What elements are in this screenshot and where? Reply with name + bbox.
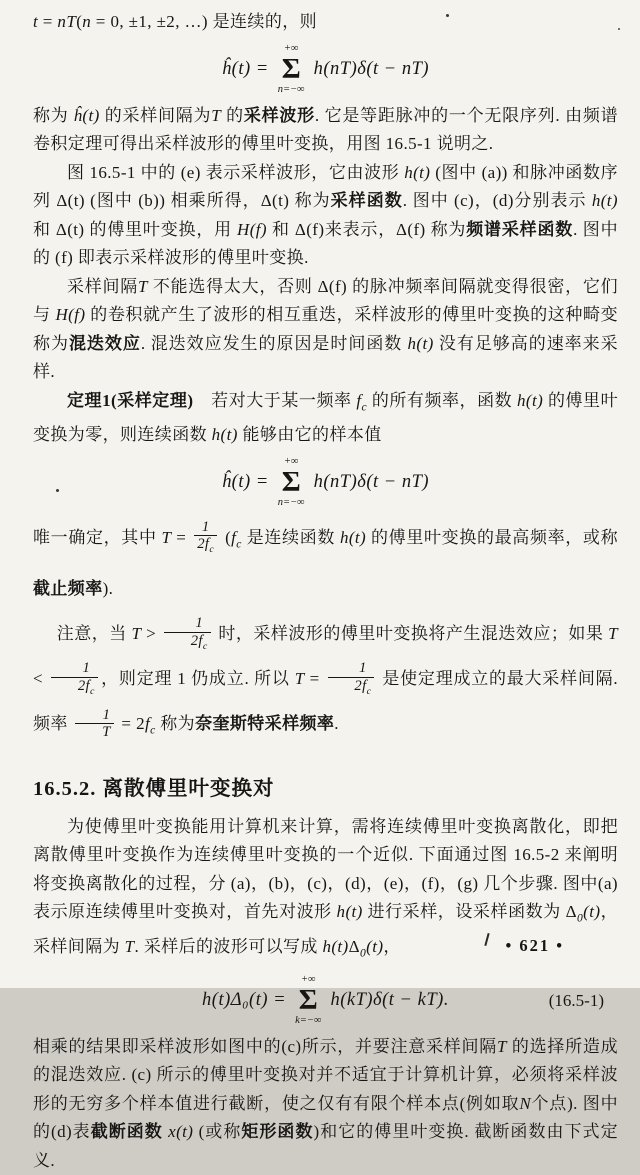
sum-lower-limit: n=−∞: [277, 84, 305, 95]
equation-sampled-waveform-2: [33, 457, 618, 509]
sum-upper-limit: +∞: [283, 42, 299, 54]
paragraph-figure-16-5-1: 图 16.5-1 中的 (e) 表示采样波形，它由波形 h(t) (图中 (a)) 和脉冲函数序列 Δ(t) (图中 (b)) 相乘所得，Δ(t) 称为采样函数. 图中 (c)，(d)分别表示 h(t) 和 Δ(t) 的傅里叶变换，用 H(f) 和 Δ(f)来表示，Δ(f) 称为频谱采样函数. 图中的 (f) 即表示采样波形的傅里叶变换.: [33, 162, 618, 267]
equation-lhs: h(t)Δ₀(t) =: [202, 990, 287, 1011]
sigma-glyph: Σ: [298, 984, 318, 1017]
summation-symbol: [295, 975, 321, 1027]
section-heading-16-5-2: 16.5.2. 离散傅里叶变换对: [33, 777, 275, 800]
page-number: • 621 •: [505, 936, 564, 955]
paragraph-aliasing: 采样间隔T 不能选得太大，否则 Δ(f) 的脉冲频率间隔就变得很密，它们与 H(f) 的卷积就产生了波形的相互重迭，采样波形的傅里叶变换的这种畸变称为混迭效应. 混迭效应发生的原因是时间函数 h(t) 没有足够高的速率来采样.: [33, 276, 618, 381]
equation-lhs: ĥ(t) =: [221, 472, 269, 493]
sum-upper-limit: +∞: [283, 455, 299, 467]
paragraph-uniquely-determined: 唯一确定，其中 T = $\frac{1}{2f_c}$ ($f_c$ 是连续函数 h(t) 的傅里叶变换的最高频率，或称截止频率).: [33, 518, 618, 599]
paragraph-continuation: t = nT(n = 0, ±1, ±2, …) 是连续的，则: [33, 12, 318, 31]
sigma-glyph: Σ: [281, 53, 301, 85]
paragraph-sampled-waveform-def: 称为 ĥ(t) 的采样间隔为T 的采样波形. 它是等距脉冲的一个无限序列. 由频谱卷积定理可得出采样波形的傅里叶变换，用图 16.5-1 说明之.: [33, 105, 618, 153]
equation-lhs: ĥ(t) =: [221, 59, 269, 79]
equation-16-5-1: [33, 975, 618, 1027]
summation-symbol: [278, 44, 305, 96]
equation-rhs: h(nT)δ(t − nT): [313, 472, 430, 493]
equation-rhs: h(nT)δ(t − nT): [313, 59, 430, 79]
paragraph-truncation: 相乘的结果即采样波形如图中的(c)所示，并要注意采样间隔T 的选择所造成的混迭效应. (c) 所示的傅里叶变换对并不适宜于计算机计算，必须将采样波形的无穷多个样本值进行截断，使之仅有有限个样本点(例如取N个点). 图中的(d)表截断函数 x(t) (或称矩形函数)和它的傅里叶变换. 截断函数由下式定义.: [33, 1036, 618, 1170]
sum-lower-limit: n=−∞: [277, 497, 305, 509]
scan-speck: [446, 14, 449, 17]
equation-number: (16.5-1): [548, 990, 604, 1010]
sum-lower-limit: k=−∞: [295, 1015, 322, 1027]
scan-speck: [618, 28, 620, 30]
equation-rhs: h(kT)δ(t − kT).: [330, 990, 449, 1011]
paragraph-nyquist-note: 注意，当 T > $\frac{1}{2f_c}$ 时，采样波形的傅里叶变换将产生混迭效应；如果 T < $\frac{1}{2f_c}$ ，则定理 1 仍成立. 所以 T = $\frac{1}{2f_c}$ 是使定理成立的最大采样间隔. 频率 $\frac{1}{T}$ = $2f_c$ 称为奈奎斯特采样频率.: [33, 615, 619, 740]
scan-speck: [56, 489, 59, 492]
equation-sampled-waveform-1: [33, 44, 618, 96]
paragraph-discretization: 为使傅里叶变换能用计算机来计算，需将连续傅里叶变换离散化，即把离散傅里叶变换作为连续傅里叶变换的一个近似. 下面通过图 16.5-2 来阐明将变换离散化的过程，分 (a)，(b)，(c)，(d)，(e)，(f)，(g) 几个步骤. 图中(a)表示原连续傅里叶变换对，首先对波形 h(t) 进行采样，设采样函数为 $\Delta_0(t)$，采样间隔为 T. 采样后的波形可以写成 $h(t)\Delta_0(t)$，: [33, 816, 618, 960]
sum-upper-limit: +∞: [301, 973, 316, 985]
summation-symbol: [278, 457, 305, 509]
paragraph-sampling-theorem: 定理1(采样定理) 若对大于某一频率 $f_c$ 的所有频率，函数 h(t) 的傅里叶变换为零，则连续函数 h(t) 能够由它的样本值: [33, 390, 618, 445]
sigma-glyph: Σ: [281, 466, 301, 499]
